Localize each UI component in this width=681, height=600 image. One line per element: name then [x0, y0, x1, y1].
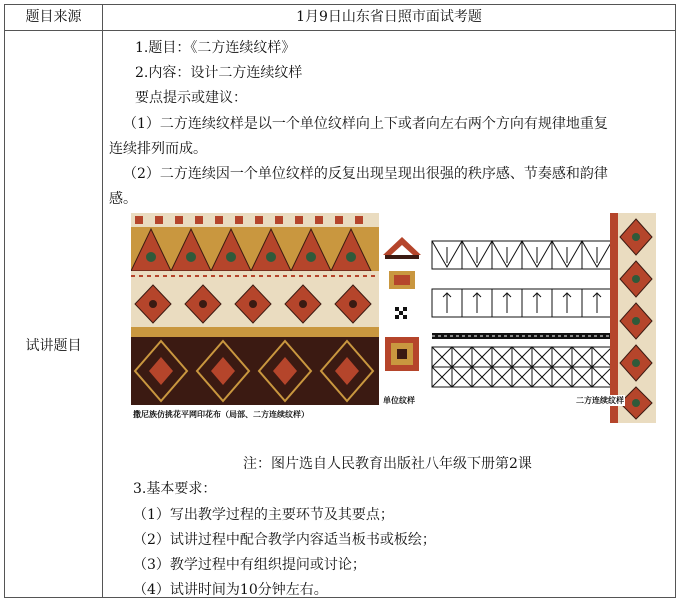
- tip-1-line-1: （1）二方连续纹样是以一个单位纹样向上下或者向左右两个方向有规律地重复: [123, 116, 608, 132]
- requirement-1: （1）写出教学过程的主要环节及其要点；: [133, 507, 394, 523]
- topic-title: 1.题目：《二方连续纹样》: [135, 40, 296, 56]
- header-source-label: 题目来源: [25, 9, 82, 25]
- row-divider: [5, 30, 675, 31]
- unit-motif-label: 单位纹样: [383, 395, 415, 405]
- continuous-pattern-diagrams: [430, 237, 620, 397]
- image-source-note: 注：图片选自人民教育出版社八年级下册第2课: [243, 456, 532, 472]
- tip-1-line-2: 连续排列而成。: [109, 141, 207, 157]
- unit-motifs: [383, 233, 421, 393]
- header-exam-title: 1月9日山东省日照市面试考题: [296, 9, 482, 25]
- column-divider: [102, 5, 103, 597]
- requirement-2: （2）试讲过程中配合教学内容适当板书或板绘；: [133, 532, 436, 548]
- fabric-caption: 撒尼族仿挑花平网印花布（局部、二方连续纹样）: [133, 409, 309, 419]
- tips-heading: 要点提示或建议：: [135, 90, 247, 106]
- topic-content: 2.内容：设计二方连续纹样: [135, 65, 303, 81]
- requirement-3: （3）教学过程中有组织提问或讨论；: [133, 557, 366, 573]
- fabric-pattern-image: [131, 213, 379, 405]
- tip-2-line-1: （2）二方连续因一个单位纹样的反复出现呈现出很强的秩序感、节奏感和韵律: [123, 166, 608, 182]
- tip-2-line-2: 感。: [109, 191, 137, 207]
- vertical-fabric-strip: [610, 213, 656, 423]
- exam-table: [4, 4, 676, 598]
- requirements-heading: 3.基本要求：: [133, 481, 217, 497]
- row-label-topic: 试讲题目: [25, 338, 82, 354]
- requirement-4: （4）试讲时间为10分钟左右。: [133, 582, 328, 598]
- continuous-pattern-label: 二方连续纹样: [576, 395, 624, 405]
